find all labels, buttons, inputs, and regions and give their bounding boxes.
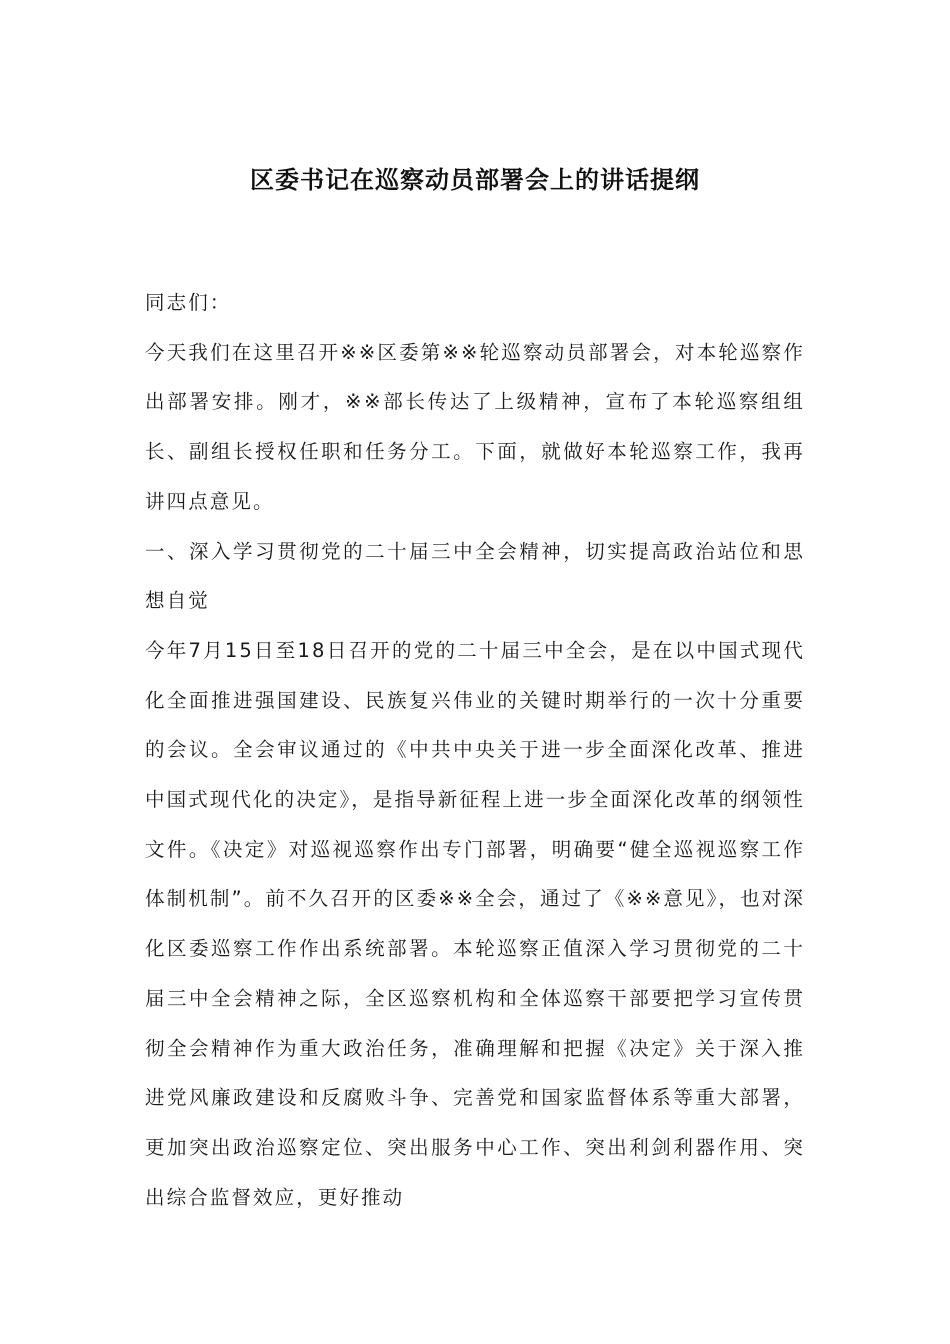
document-title: 区委书记在巡察动员部署会上的讲话提纲 (250, 166, 700, 194)
section-one-body-paragraph: 今年7月15日至18日召开的党的二十届三中全会，是在以中国式现代化全面推进强国建设、民族复兴伟业的关键时期举行的一次十分重要的会议。全会审议通过的《中共中央关于进一步全面深化改革、推进中国式现代化的决定》，是指导新征程上进一步全面深化改革的纲领性文件。《决定》对巡视巡察作出专门部署，明确要“健全巡视巡察工作体制机制”。前不久召开的区委※※全会，通过了《※※意见》，也对深化区委巡察工作作出系统部署。本轮巡察正值深入学习贯彻党的二十届三中全会精神之际，全区巡察机构和全体巡察干部要把学习宣传贯彻全会精神作为重大政治任务，准确理解和把握《决定》关于深入推进党风廉政建设和反腐败斗争、完善党和国家监督体系等重大部署，更加突出政治巡察定位、突出服务中心工作、突出利剑利器作用、突出综合监督效应，更好推动 (145, 638, 805, 1209)
salutation-paragraph: 同志们： (145, 291, 232, 314)
document-body (145, 278, 805, 1222)
intro-paragraph: 今天我们在这里召开※※区委第※※轮巡察动员部署会，对本轮巡察作出部署安排。刚才，※※部长传达了上级精神，宣布了本轮巡察组组长、副组长授权任职和任务分工。下面，就做好本轮巡察工作，我再讲四点意见。 (145, 340, 805, 513)
section-one-heading: 一、深入学习贯彻党的二十届三中全会精神，切实提高政治站位和思想自觉 (145, 539, 805, 613)
